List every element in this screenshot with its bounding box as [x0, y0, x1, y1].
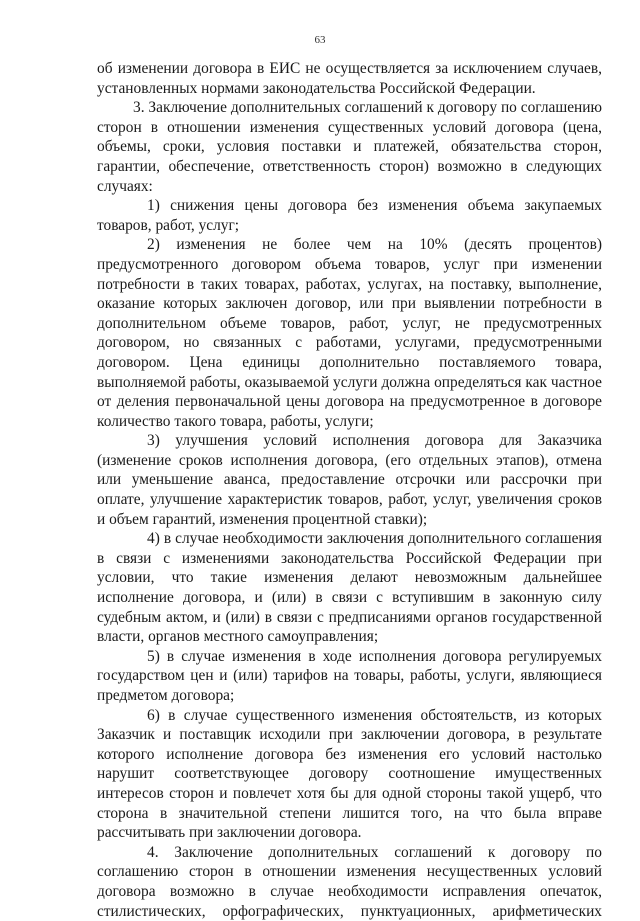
list-item-5: 5) в случае изменения в ходе исполнения договора регулируемых государством цен и (или) тарифов на товары, работы, услуги, являющиеся предметом договора; — [97, 647, 602, 704]
list-item-3: 3) улучшения условий исполнения договора для Заказчика (изменение сроков исполнения договора, (его отдельных этапов), отмена или уменьшение аванса, предоставление отсрочки или рассрочки при оплате, улучшение характеристик товаров, работ, услуг, увеличения сроков и объем гарантий, изменения процентной ставки); — [97, 432, 602, 528]
paragraph-clause-4: 4. Заключение дополнительных соглашений к договору по соглашению сторон в отношении изменения несущественных условий договора возможно в случае необходимости исправления опечаток, стилистических, орфографических, пунктуационных, арифметических — [97, 843, 602, 920]
document-body — [97, 59, 602, 921]
list-item-1: 1) снижения цены договора без изменения объема закупаемых товаров, работ, услуг; — [97, 197, 602, 234]
list-item-2: 2) изменения не более чем на 10% (десять процентов) предусмотренного договором объема товаров, услуг при изменении потребности в таких товарах, работах, услугах, на поставку, выполнение, оказание которых заключен договор, или при выявлении потребности в дополнительном объеме товаров, работ, услуг, не предусмотренных договором, но связанных с работами, услугами, предусмотренными договором. Цена единицы дополнительно поставляемого товара, выполняемой работы, оказываемой услуги должна определяться как частное от деления первоначальной цены договора на предусмотренное в договоре количество такого товара, работы, услуги; — [97, 236, 602, 430]
list-item-4: 4) в случае необходимости заключения дополнительного соглашения в связи с изменениями законодательства Российской Федерации при условии, что такие изменения делают невозможным дальнейшее исполнение договора, и (или) в связи с вступившим в законную силу судебным актом, и (или) в связи с предписаниями органов государственной власти, органов местного самоуправления; — [97, 530, 602, 646]
paragraph-intro: об изменении договора в ЕИС не осуществляется за исключением случаев, установленных нормами законодательства Российской Федерации. — [97, 60, 602, 97]
page-number: 63 — [314, 34, 326, 46]
paragraph-clause-3: 3. Заключение дополнительных соглашений к договору по соглашению сторон в отношении изменения существенных условий договора (цена, объемы, сроки, условия поставки и платежей, обязательства сторон, гарантии, обеспечение, ответственность сторон) возможно в следующих случаях: — [97, 99, 602, 195]
list-item-6: 6) в случае существенного изменения обстоятельств, из которых Заказчик и поставщик исходили при заключении договора, в результате которого исполнение договора без изменения его условий настолько нарушит соответствующее договору соотношение имущественных интересов сторон и повлечет хотя бы для одной стороны такой ущерб, что сторона в значительной степени лишится того, на что была вправе рассчитывать при заключении договора. — [97, 706, 602, 842]
